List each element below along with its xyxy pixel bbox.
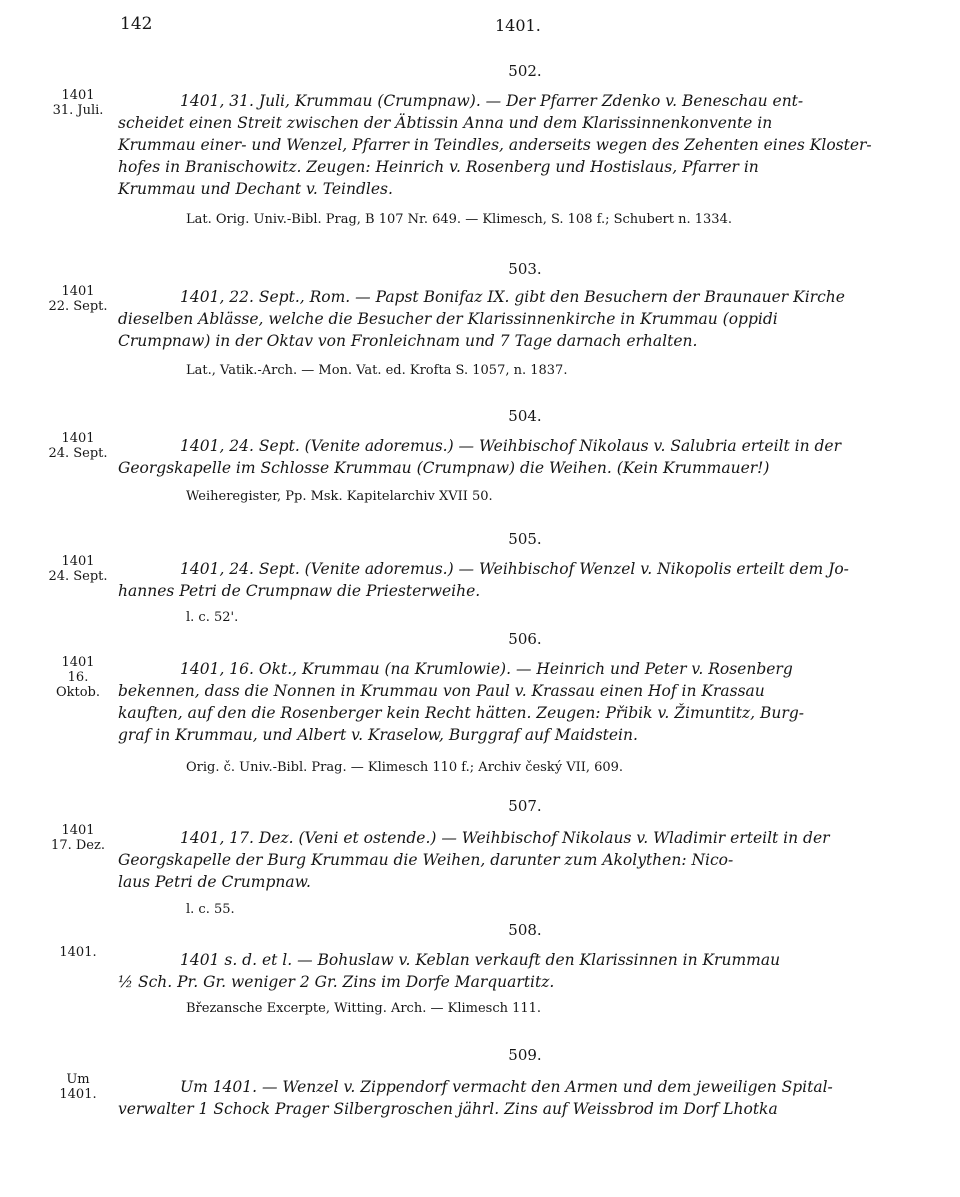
- regest-line: 1401, 22. Sept., Rom. — Papst Bonifaz IX. gibt den Besuchern der Braunauer Kirche: [180, 288, 845, 306]
- source-reference: l. c. 55.: [186, 902, 235, 917]
- regest-line: ½ Sch. Pr. Gr. weniger 2 Gr. Zins im Dorfe Marquartitz.: [118, 973, 555, 991]
- regest-text: [118, 827, 908, 893]
- margin-date-day: 24. Sept.: [48, 446, 108, 461]
- entry-number: 508.: [508, 921, 542, 939]
- source-reference: Orig. č. Univ.-Bibl. Prag. — Klimesch 110 f.; Archiv český VII, 609.: [186, 760, 624, 775]
- entry-number: 504.: [508, 407, 542, 425]
- margin-date: [46, 945, 110, 960]
- source-reference: Weiheregister, Pp. Msk. Kapitelarchiv XVII 50.: [186, 489, 493, 504]
- margin-date-year: Um: [66, 1072, 90, 1087]
- source-reference: Lat., Vatik.-Arch. — Mon. Vat. ed. Krofta S. 1057, n. 1837.: [186, 363, 568, 378]
- margin-date: [46, 655, 110, 700]
- regest-line: 1401, 24. Sept. (Venite adoremus.) — Weihbischof Wenzel v. Nikopolis erteilt dem Jo-: [180, 560, 849, 578]
- margin-date-year: 1401: [61, 823, 95, 838]
- regest-line: Um 1401. — Wenzel v. Zippendorf vermacht den Armen und dem jeweiligen Spital-: [180, 1078, 833, 1096]
- regest-line: hannes Petri de Crumpnaw die Priesterweihe.: [118, 582, 481, 600]
- source-reference: Lat. Orig. Univ.-Bibl. Prag, B 107 Nr. 649. — Klimesch, S. 108 f.; Schubert n. 1334.: [186, 212, 732, 227]
- regest-line: Georgskapelle im Schlosse Krummau (Crumpnaw) die Weihen. (Kein Krummauer!): [118, 459, 770, 477]
- margin-date: [46, 823, 110, 853]
- source-reference: Březansche Excerpte, Witting. Arch. — Klimesch 111.: [186, 1001, 542, 1016]
- margin-date-year: 1401: [61, 88, 95, 103]
- margin-date: [46, 284, 110, 314]
- margin-date: [46, 88, 110, 118]
- regest-line: Krummau und Dechant v. Teindles.: [118, 180, 393, 198]
- regest-text: [118, 949, 908, 993]
- regest-line: Crumpnaw) in der Oktav von Fronleichnam und 7 Tage darnach erhalten.: [118, 332, 698, 350]
- regest-line: 1401, 31. Juli, Krummau (Crumpnaw). — Der Pfarrer Zdenko v. Beneschau ent-: [180, 92, 804, 110]
- regest-line: laus Petri de Crumpnaw.: [118, 873, 311, 891]
- margin-date-year: 1401: [61, 431, 95, 446]
- running-head: 1401.: [495, 16, 541, 35]
- regest-line: 1401 s. d. et l. — Bohuslaw v. Keblan verkauft den Klarissinnen in Krummau: [180, 951, 781, 969]
- margin-date-year: 1401: [61, 655, 95, 670]
- margin-date-year: 1401: [61, 554, 95, 569]
- entry-number: 506.: [508, 630, 542, 648]
- entry-number: 507.: [508, 797, 542, 815]
- regest-line: Georgskapelle der Burg Krummau die Weihen, darunter zum Akolythen: Nico-: [118, 851, 734, 869]
- entry-number: 509.: [508, 1046, 542, 1064]
- entry-number: 502.: [508, 62, 542, 80]
- regest-line: Krummau einer- und Wenzel, Pfarrer in Teindles, anderseits wegen des Zehenten eines Kloster-: [118, 136, 872, 154]
- margin-date: [46, 1072, 110, 1102]
- margin-date-day: 31. Juli.: [52, 103, 104, 118]
- regest-text: [118, 90, 908, 200]
- regest-line: hofes in Branischowitz. Zeugen: Heinrich v. Rosenberg und Hostislaus, Pfarrer in: [118, 158, 759, 176]
- regest-line: 1401, 17. Dez. (Veni et ostende.) — Weihbischof Nikolaus v. Wladimir erteilt in der: [180, 829, 830, 847]
- regest-text: [118, 435, 908, 479]
- regest-line: 1401, 24. Sept. (Venite adoremus.) — Weihbischof Nikolaus v. Salubria erteilt in der: [180, 437, 842, 455]
- regest-line: dieselben Ablässe, welche die Besucher der Klarissinnenkirche in Krummau (oppidi: [118, 310, 778, 328]
- margin-date-year: 1401.: [59, 945, 97, 960]
- regest-text: [118, 558, 908, 602]
- page-number: 142: [120, 14, 153, 34]
- regest-line: 1401, 16. Okt., Krummau (na Krumlowie). — Heinrich und Peter v. Rosenberg: [180, 660, 793, 678]
- regest-line: scheidet einen Streit zwischen der Äbtissin Anna und dem Klarissinnenkonvente in: [118, 114, 773, 132]
- regest-line: bekennen, dass die Nonnen in Krummau von Paul v. Krassau einen Hof in Krassau: [118, 682, 765, 700]
- margin-date: [46, 554, 110, 584]
- margin-date-day: 24. Sept.: [48, 569, 108, 584]
- margin-date: [46, 431, 110, 461]
- source-reference: l. c. 52'.: [186, 610, 239, 625]
- regest-line: graf in Krummau, und Albert v. Kraselow, Burggraf auf Maidstein.: [118, 726, 638, 744]
- margin-date-day: 17. Dez.: [51, 838, 105, 853]
- margin-date-year: 1401: [61, 284, 95, 299]
- regest-text: [118, 658, 908, 746]
- entry-number: 505.: [508, 530, 542, 548]
- regest-line: kauften, auf den die Rosenberger kein Recht hätten. Zeugen: Přibik v. Žimuntitz, Burg-: [118, 704, 804, 722]
- regest-text: [118, 286, 908, 352]
- regest-line: verwalter 1 Schock Prager Silbergroschen jährl. Zins auf Weissbrod im Dorf Lhotka: [118, 1100, 778, 1118]
- margin-date-day: 16. Oktob.: [55, 670, 101, 700]
- margin-date-day: 22. Sept.: [48, 299, 108, 314]
- entry-number: 503.: [508, 260, 542, 278]
- regest-text: [118, 1076, 908, 1120]
- margin-date-day: 1401.: [59, 1087, 97, 1102]
